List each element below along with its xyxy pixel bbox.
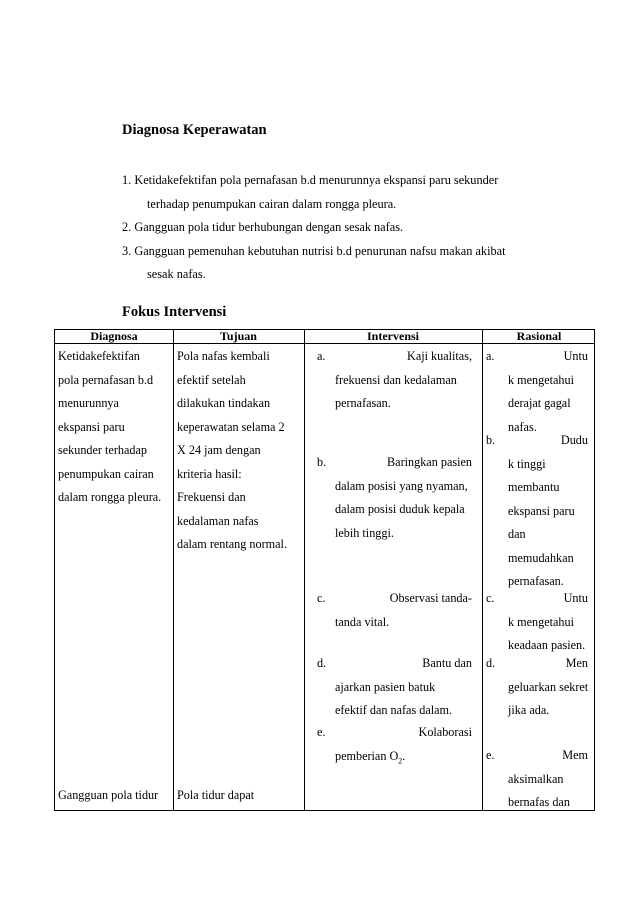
header-diagnosa: Diagnosa	[90, 329, 138, 343]
diagnosis-list	[122, 169, 562, 287]
diagnosa-next: Gangguan pola tidur	[58, 788, 159, 802]
diagnosa-cell: Ketidakefektifan pola pernafasan b.d menurunnya ekspansi paru sekunder terhadap penumpukan cairan dalam rongga pleura.	[58, 349, 162, 504]
diagnosis-item-1-cont: terhadap penumpukan cairan dalam rongga pleura.	[147, 196, 397, 211]
diagnosis-item-3: 3. Gangguan pemenuhan kebutuhan nutrisi b.d penurunan nafsu makan akibat	[122, 243, 506, 258]
focus-title: Fokus Intervensi	[122, 304, 227, 320]
section-title: Diagnosa Keperawatan	[122, 122, 267, 138]
header-tujuan: Tujuan	[220, 329, 257, 343]
header-intervensi: Intervensi	[367, 329, 419, 343]
header-rasional: Rasional	[516, 329, 562, 343]
intervention-table: Diagnosa Tujuan Intervensi Rasional Ketidakefektifan pola pernafasan b.d menurunnya ekspansi paru sekunder terhadap penumpukan cairan dalam rongga pleura. Gangguan pola tidur Pola nafas kembali efektif setelah dilakukan tindakan keperawatan selama 2 X 24 jam dengan kriteria hasil: Frekuensi dan kedalaman nafas dalam rentang normal. Pola tidur dapat a. Kaji kualitas, frekuensi dan kedalaman pernafasan. b. Baringkan pasien dalam posisi yang nyaman, dalam posisi duduk kepala lebih tinggi. c. Observasi tanda- tanda vital. d. Bantu dan ajarkan pasien batuk efektif dan nafas dalam. e. Kolaborasi pemberian $O_2$. a. Untu k mengetahui derajat gagal nafas. b. Dudu k tinggi membantu ekspansi paru dan memudahkan pernafasan. c. Untu k mengetahui keadaan pasien. d. Men geluarkan sekret jika ada. e. Mem aksimalkan bernafas dan	[54, 329, 595, 811]
diagnosis-item-3-cont: sesak nafas.	[147, 267, 206, 282]
diagnosis-item-2: 2. Gangguan pola tidur berhubungan dengan sesak nafas.	[122, 220, 404, 235]
tujuan-cell: Pola nafas kembali efektif setelah dilakukan tindakan keperawatan selama 2 X 24 jam dengan kriteria hasil: Frekuensi dan kedalaman nafas dalam rentang normal.	[177, 349, 287, 551]
diagnosis-item-1: 1. Ketidakefektifan pola pernafasan b.d menurunnya ekspansi paru sekunder	[122, 173, 499, 187]
tujuan-next: Pola tidur dapat	[177, 788, 255, 802]
